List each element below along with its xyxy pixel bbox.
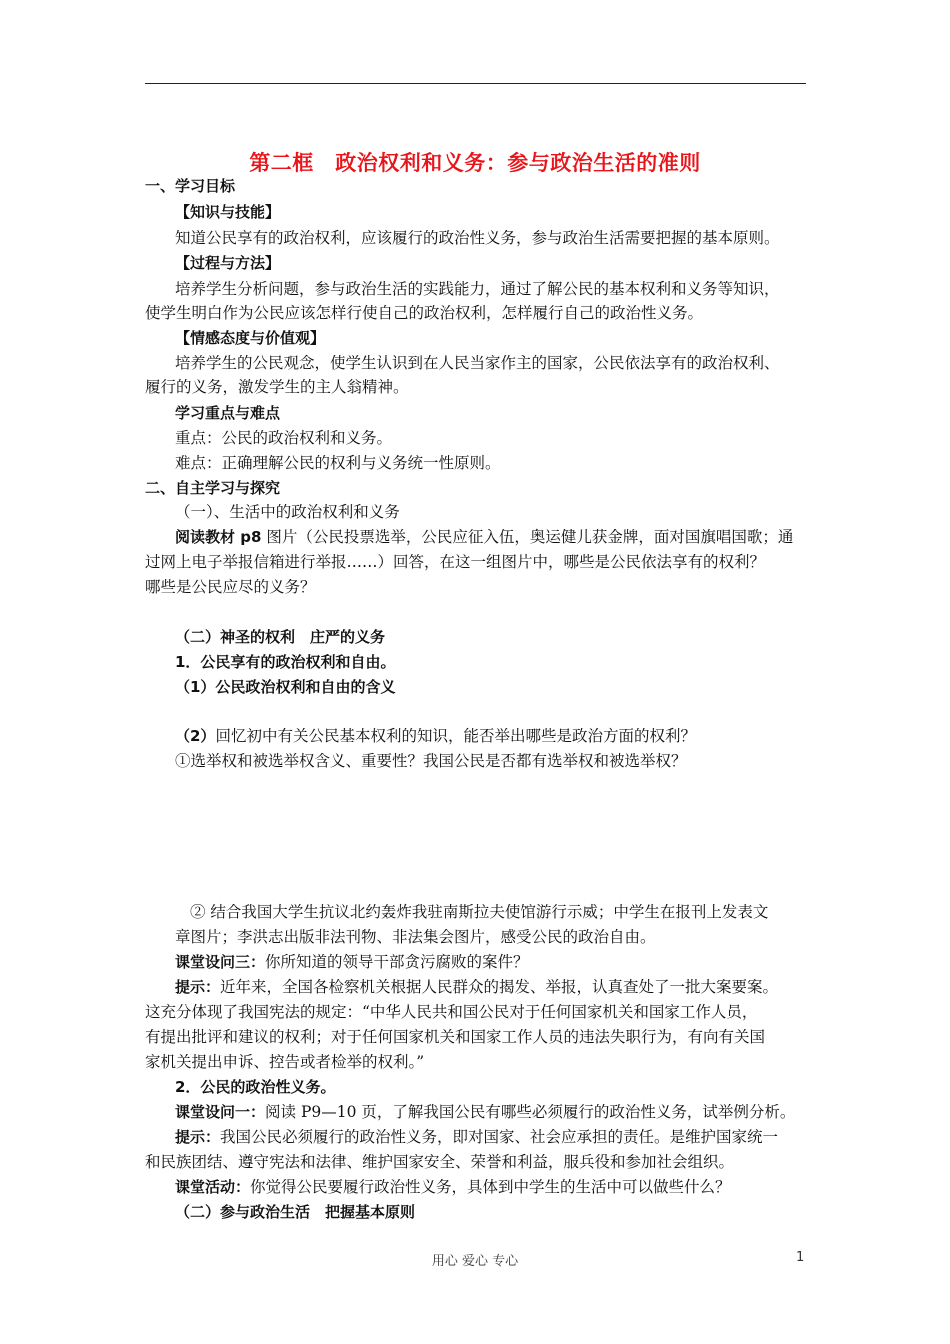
class-question-3-label: 课堂设问三： [175,953,266,971]
reading-line2: 过网上电子举报信箱进行举报……）回答，在这一组图片中，哪些是公民依法享有的权利？ [145,553,766,571]
point-1: 1．公民享有的政治权利和自由。 [175,653,396,671]
header-rule [145,83,806,84]
process-method-text-line2: 使学生明白作为公民应该怎样行使自己的政治权利，怎样履行自己的政治性义务。 [145,304,704,322]
point-1-2-label: （2） [175,727,216,745]
hint-1-line1 [175,977,778,997]
class-question-1 [175,1102,795,1122]
hint-2-line1 [175,1127,778,1147]
section-heading-objectives: 一、学习目标 [145,177,236,195]
hint-2-text: 我国公民必须履行的政治性义务，即对国家、社会应承担的责任。是维护国家统一 [220,1128,779,1146]
class-question-1-label: 课堂设问一： [175,1103,266,1121]
hint-1-label: 提示： [175,978,221,996]
class-question-1-text: 阅读 P9—10 页，了解我国公民有哪些必须履行的政治性义务，试举例分析。 [265,1103,796,1121]
question-2-line1: ② 结合我国大学生抗议北约轰炸我驻南斯拉夫使馆游行示威；中学生在报刊上发表文 [190,903,769,921]
hint-2-line2: 和民族团结、遵守宪法和法律、维护国家安全、荣誉和利益，服兵役和参加社会组织。 [145,1153,735,1171]
key-difficult-heading: 学习重点与难点 [175,404,281,422]
hint-1-line3: 有提出批评和建议的权利；对于任何国家机关和国家工作人员的违法失职行为，有向有关国 [145,1028,766,1046]
process-method-heading: 【过程与方法】 [175,254,281,272]
difficult-point: 难点：正确理解公民的权利与义务统一性原则。 [175,454,501,472]
reading-line3: 哪些是公民应尽的义务？ [145,578,316,596]
point-1-2 [175,726,696,746]
question-1: ①选举权和被选举权含义、重要性？我国公民是否都有选举权和被选举权？ [175,752,687,770]
point-2: 2．公民的政治性义务。 [175,1078,336,1096]
point-1-2-text: 回忆初中有关公民基本权利的知识，能否举出哪些是政治方面的权利？ [215,727,696,745]
page-footer: 用心 爱心 专心 [431,1254,519,1269]
reading-label: 阅读教材 p8 [175,528,262,546]
page-title: 第二框 政治权利和义务：参与政治生活的准则 [249,151,701,175]
class-question-3 [175,952,529,972]
class-activity [175,1177,731,1197]
subsection-3: （二）参与政治生活 把握基本原则 [175,1203,416,1221]
point-1-1: （1）公民政治权利和自由的含义 [175,678,396,696]
subsection-2: （二）神圣的权利 庄严的义务 [175,628,386,646]
class-question-3-text: 你所知道的领导干部贪污腐败的案件？ [265,953,529,971]
emotion-attitude-text-line1: 培养学生的公民观念，使学生认识到在人民当家作主的国家，公民依法享有的政治权利、 [175,354,780,372]
hint-1-line2: 这充分体现了我国宪法的规定：“中华人民共和国公民对于任何国家机关和国家工作人员， [145,1003,758,1021]
class-activity-label: 课堂活动： [175,1178,251,1196]
knowledge-skills-heading: 【知识与技能】 [175,203,281,221]
hint-2-label: 提示： [175,1128,221,1146]
reading-text: 图片（公民投票选举，公民应征入伍，奥运健儿获金牌，面对国旗唱国歌；通 [261,528,794,546]
emotion-attitude-heading: 【情感态度与价值观】 [175,329,326,347]
key-point: 重点：公民的政治权利和义务。 [175,429,393,447]
process-method-text-line1: 培养学生分析问题，参与政治生活的实践能力，通过了解公民的基本权利和义务等知识， [175,280,780,298]
section-heading-self-study: 二、自主学习与探究 [145,479,281,497]
page-number: 1 [796,1250,805,1265]
reading-line1 [175,527,793,547]
question-2-line2: 章图片；李洪志出版非法刊物、非法集会图片，感受公民的政治自由。 [175,928,656,946]
subsection-1: （一）、生活中的政治权利和义务 [175,503,400,521]
knowledge-skills-text: 知道公民享有的政治权利，应该履行的政治性义务，参与政治生活需要把握的基本原则。 [175,229,780,247]
emotion-attitude-text-line2: 履行的义务，激发学生的主人翁精神。 [145,378,409,396]
class-activity-text: 你觉得公民要履行政治性义务，具体到中学生的生活中可以做些什么？ [250,1178,731,1196]
hint-1-line4: 家机关提出申诉、控告或者检举的权利。” [145,1053,425,1071]
hint-1-text: 近年来，全国各检察机关根据人民群众的揭发、举报，认真查处了一批大案要案。 [220,978,779,996]
